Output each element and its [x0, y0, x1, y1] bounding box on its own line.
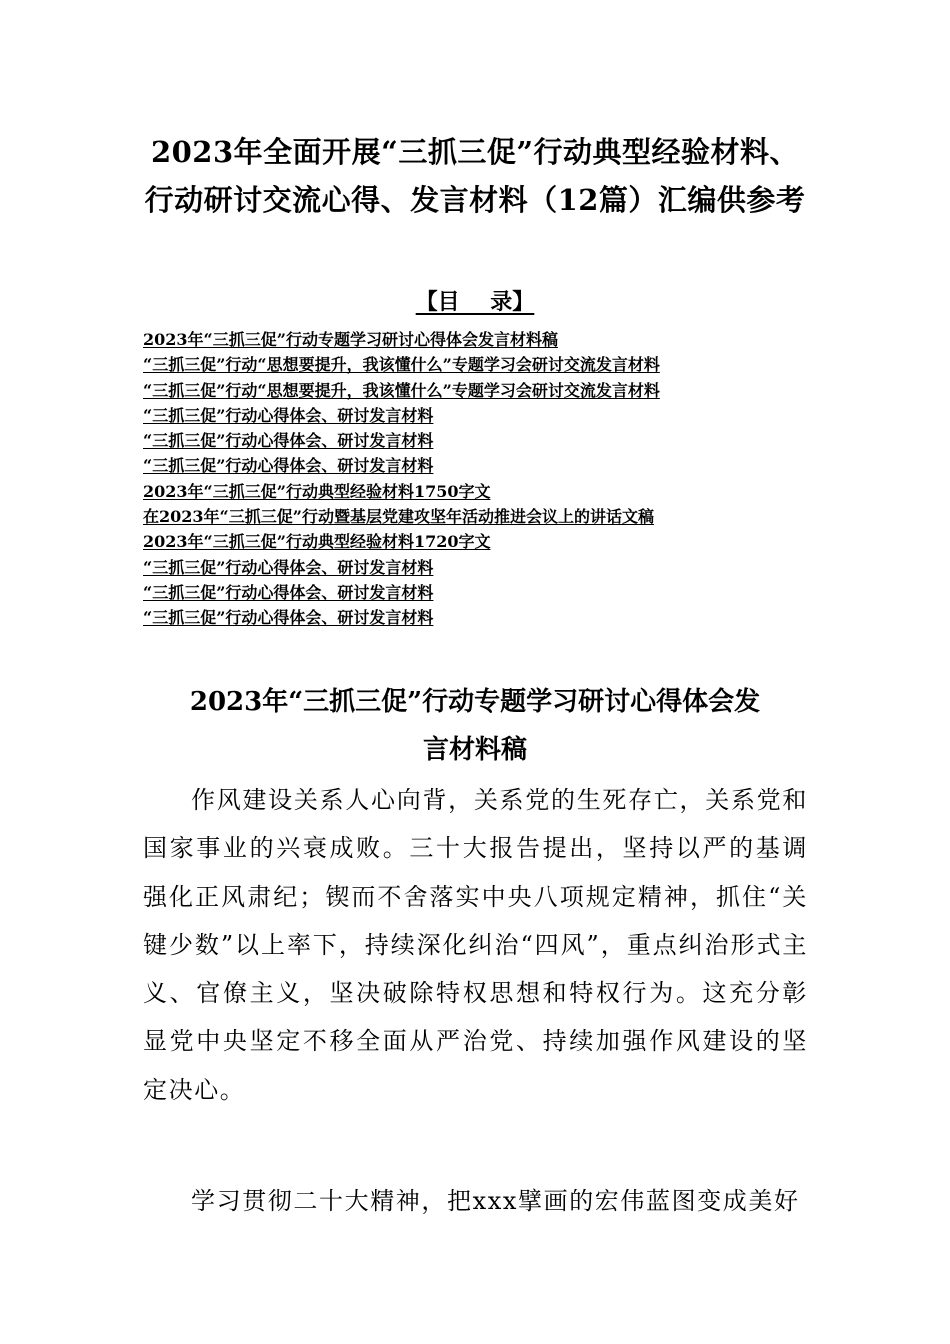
document-title-line-2: 行动研讨交流心得、发言材料（12篇）汇编供参考: [144, 183, 806, 217]
section-title: [140, 678, 810, 774]
toc-link-8[interactable]: 在2023年“三抓三促”行动暨基层党建攻坚年活动推进会议上的讲话文稿: [143, 507, 654, 527]
table-of-contents: [143, 327, 660, 631]
section-title-line-2: 言材料稿: [422, 735, 527, 765]
toc-link-2[interactable]: “三抓三促”行动“思想要提升，我该懂什么”专题学习会研讨交流发言材料: [143, 355, 660, 375]
document-title: [100, 128, 850, 224]
toc-link-11[interactable]: “三抓三促”行动心得体会、研讨发言材料: [143, 582, 434, 602]
toc-link-4[interactable]: “三抓三促”行动心得体会、研讨发言材料: [143, 405, 434, 425]
toc-link-5[interactable]: “三抓三促”行动心得体会、研讨发言材料: [143, 431, 434, 451]
toc-link-10[interactable]: “三抓三促”行动心得体会、研讨发言材料: [143, 557, 434, 577]
toc-heading: [0, 285, 950, 316]
body-paragraph-2: 学习贯彻二十大精神，把xxx擘画的宏伟蓝图变成美好: [191, 1187, 800, 1215]
body-paragraph-1: 作风建设关系人心向背，关系党的生死存亡，关系党和国家事业的兴衰成败。三十大报告提出，坚持以严的基调强化正风肃纪；锲而不舍落实中央八项规定精神，抓住“关键少数”以上率下，持续深化纠治“四风”，重点纠治形式主义、官僚主义，坚决破除特权思想和特权行为。这充分彰显党中央坚定不移全面从严治党、持续加强作风建设的坚定决心。: [143, 786, 808, 1104]
toc-link-3[interactable]: “三抓三促”行动“思想要提升，我该懂什么”专题学习会研讨交流发言材料: [143, 380, 660, 400]
toc-link-9[interactable]: 2023年“三抓三促”行动典型经验材料1720字文: [143, 532, 491, 552]
toc-link-7[interactable]: 2023年“三抓三促”行动典型经验材料1750字文: [143, 481, 491, 501]
toc-link-6[interactable]: “三抓三促”行动心得体会、研讨发言材料: [143, 456, 434, 476]
section-title-line-1: 2023年“三抓三促”行动专题学习研讨心得体会发: [189, 687, 761, 717]
toc-link-12[interactable]: “三抓三促”行动心得体会、研讨发言材料: [143, 608, 434, 628]
toc-heading-text: 【目 录】: [415, 289, 535, 315]
document-title-line-1: 2023年全面开展“三抓三促”行动典型经验材料、: [150, 135, 800, 169]
toc-link-1[interactable]: 2023年“三抓三促”行动专题学习研讨心得体会发言材料稿: [143, 330, 558, 349]
